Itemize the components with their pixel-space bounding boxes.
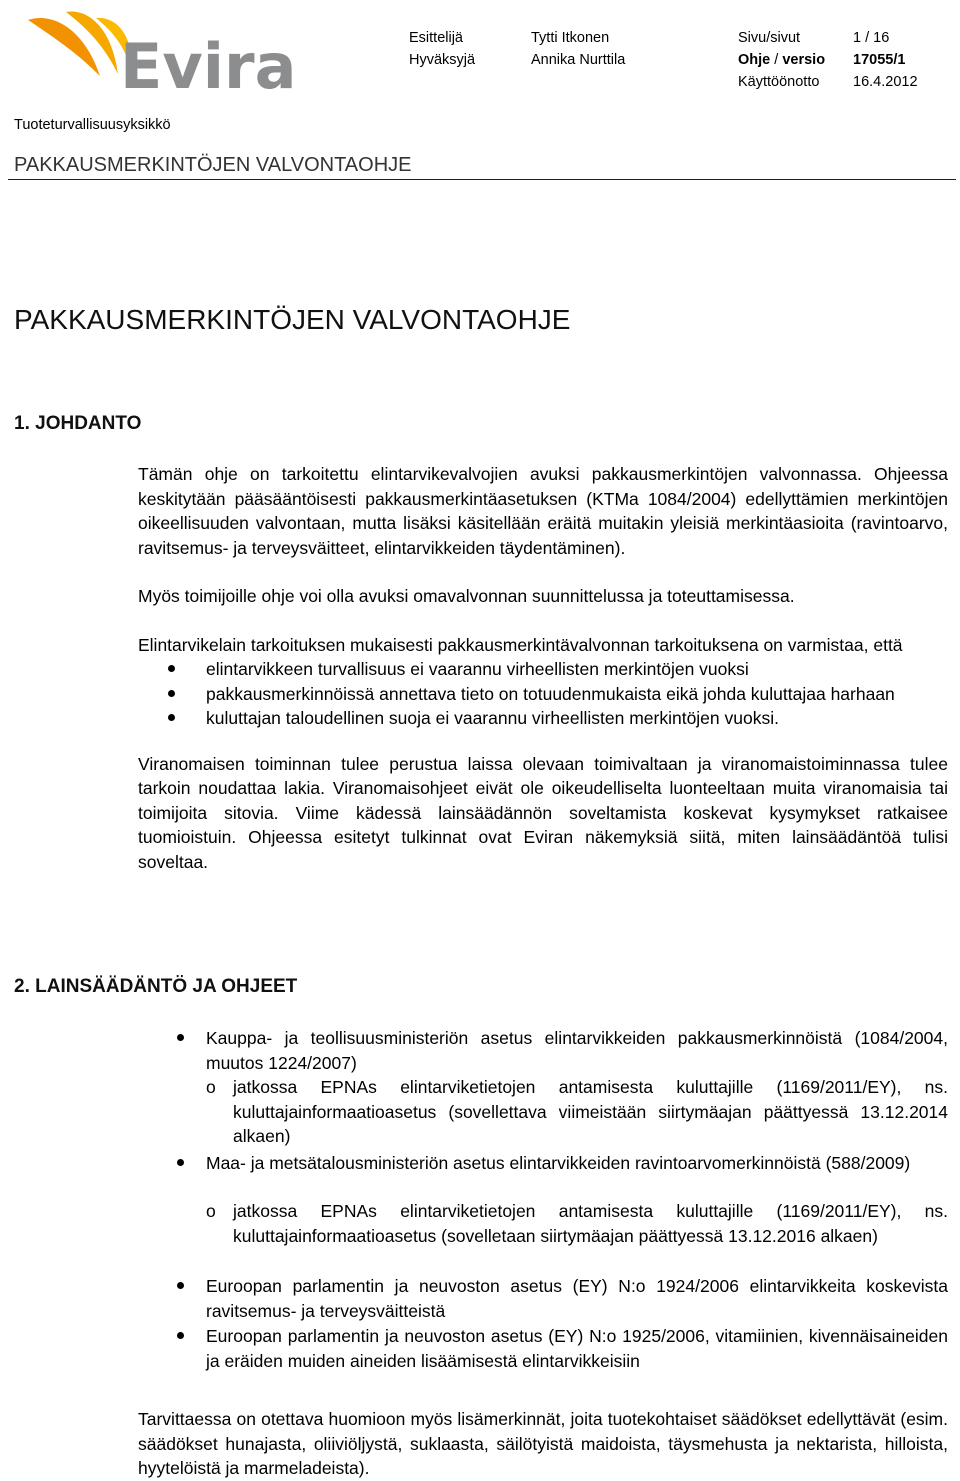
closing-paragraph: Tarvittaessa on otettava huomioon myös lisämerkinnät, joita tuotekohtaiset säädökset edellyttävät (esim. säädökset hunajasta, oliiviöljystä, suklaasta, säilötyistä maidoista, täysmehusta ja nektarista, hilloista, hyytelöistä ja marmeladeista).	[138, 1409, 948, 1478]
purpose-list	[0, 657, 948, 731]
bullet-icon	[177, 1282, 184, 1289]
version-label	[738, 49, 825, 71]
version-label-sep: /	[770, 52, 783, 68]
legislation-item-3: Euroopan parlamentin ja neuvoston asetus (EY) N:o 1924/2006 elintarvikkeita koskevista ravitsemus- ja terveysväitteistä	[206, 1276, 948, 1321]
bullet-icon	[177, 1159, 184, 1166]
operators-paragraph: Myös toimijoille ohje voi olla avuksi omavalvonnan suunnittelussa ja toteuttamisessa.	[138, 586, 795, 606]
legislation-item-2-sub: jatkossa EPNAs elintarviketietojen antamisesta kuluttajille (1169/2011/EY), ns. kuluttajainformaatioasetus (sovelletaan siirtymäajan päättyessä 13.12.2016 alkaen)	[233, 1201, 948, 1246]
legislation-item-4: Euroopan parlamentin ja neuvoston asetus (EY) N:o 1925/2006, vitamiinien, kivennäisaineiden ja eräiden muiden aineiden lisäämisestä elintarvikkeisiin	[206, 1326, 948, 1371]
bullet-icon	[168, 665, 175, 672]
sub-bullet-marker: o	[206, 1077, 216, 1097]
version-value: 17055/1	[853, 52, 906, 68]
legislation-item-2: Maa- ja metsätalousministeriön asetus elintarvikkeiden ravintoarvomerkinnöistä (588/2009)	[206, 1153, 911, 1173]
legislation-item-1: Kauppa- ja teollisuusministeriön asetus elintarvikkeiden pakkausmerkinnöistä (1084/2004, muutos 1224/2007)	[206, 1028, 948, 1073]
meta-label-1: Esittelijä	[409, 30, 463, 46]
logo-wordmark: Evira	[120, 30, 297, 103]
header-divider	[8, 179, 956, 180]
intro-paragraph: Tämän ohje on tarkoitettu elintarvikevalvojien avuksi pakkausmerkintöjen valvonnassa. Ohjeessa keskitytään pääsääntöisesti pakkausmerkintäasetuksen (KTMa 1084/2004) edellyttämien merkintöjen oikeellisuuden valvontaan, mutta lisäksi käsitellään eräitä muitakin yleisiä merkintäasioita (ravintoarvo, ravitsemus- ja terveysväitteet, elintarvikkeiden täydentäminen).	[138, 464, 948, 558]
unit-name: Tuoteturvallisuusyksikkö	[14, 117, 171, 133]
list-item: elintarvikkeen turvallisuus ei vaarannu virheellisten merkintöjen vuoksi	[138, 657, 948, 682]
authority-paragraph: Viranomaisen toiminnan tulee perustua laissa olevaan toimivaltaan ja viranomaistoiminnassa tulee tarkoin noudattaa lakia. Viranomaisohjeet eivät ole oikeudelliselta luonteeltaan muita viranomaisia tai toimijoita sitovia. Viime kädessä lainsäädännön soveltamista koskevat kysymykset ratkaisee tuomioistuin. Ohjeessa esitetyt tulkinnat ovat Eviran näkemyksiä siitä, miten lainsäädäntöä tulisi soveltaa.	[138, 753, 948, 872]
document-title: PAKKAUSMERKINTÖJEN VALVONTAOHJE	[14, 304, 571, 335]
meta-label-2: Hyväksyjä	[409, 52, 476, 68]
version-label-a: Ohje	[738, 52, 771, 68]
page-value: 1 / 16	[853, 30, 890, 46]
date-value: 16.4.2012	[853, 74, 918, 90]
section-1-body	[138, 462, 948, 874]
list-item: kuluttajan taloudellinen suoja ei vaarannu virheellisten merkintöjen vuoksi.	[138, 706, 948, 731]
header-title: PAKKAUSMERKINTÖJEN VALVONTAOHJE	[14, 154, 412, 176]
purpose-paragraph: Elintarvikelain tarkoituksen mukaisesti pakkausmerkintävalvonnan tarkoituksena on varmistaa, että	[138, 634, 903, 655]
bullet-icon	[177, 1332, 184, 1339]
bullet-icon	[168, 690, 175, 697]
evira-logo	[22, 10, 297, 103]
sub-bullet-marker: o	[206, 1201, 216, 1221]
page-label: Sivu/sivut	[738, 30, 801, 46]
bullet-icon	[177, 1034, 184, 1041]
meta-value-2: Annika Nurttila	[531, 52, 626, 68]
list-item: pakkausmerkinnöissä annettava tieto on totuudenmukaista eikä johda kuluttajaa harhaan	[138, 682, 948, 707]
evira-wing-icon	[22, 10, 297, 103]
legislation-item-1-sub: jatkossa EPNAs elintarviketietojen antamisesta kuluttajille (1169/2011/EY), ns. kuluttajainformaatioasetus (sovellettava viimeistään siirtymäajan päättyessä 13.12.2014 alkaen)	[233, 1077, 948, 1146]
section-1-heading: 1. JOHDANTO	[14, 413, 142, 434]
bullet-icon	[168, 714, 175, 721]
version-label-b: versio	[782, 52, 826, 68]
section-2-heading: 2. LAINSÄÄDÄNTÖ JA OHJEET	[14, 976, 298, 997]
meta-value-1: Tytti Itkonen	[531, 30, 610, 46]
date-label: Käyttöönotto	[738, 74, 820, 90]
